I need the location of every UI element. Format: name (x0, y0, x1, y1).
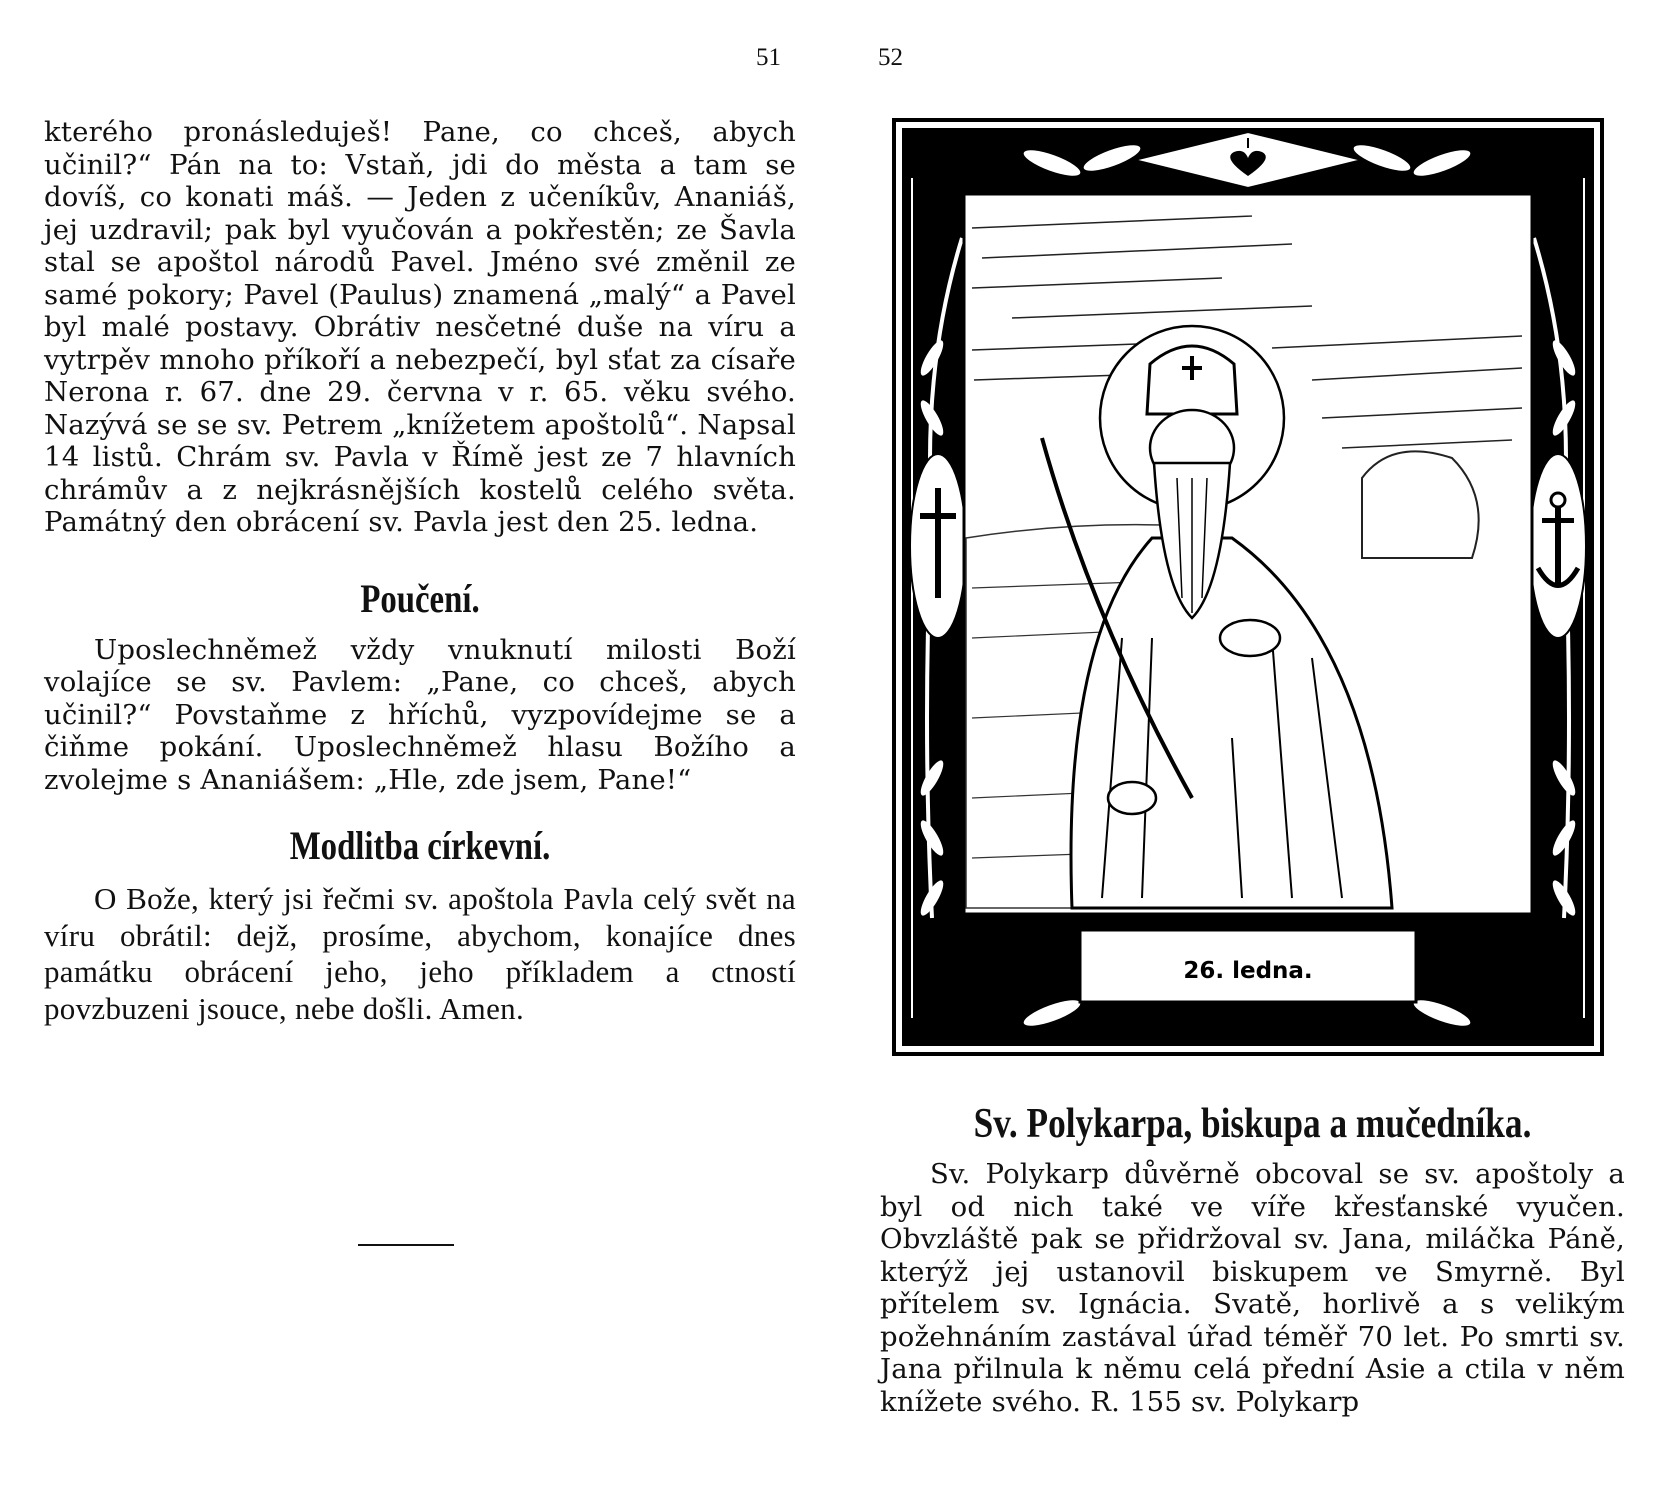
anchor-medallion (1530, 454, 1586, 638)
right-page (880, 1100, 1625, 1418)
right-page-number: 52 (878, 44, 903, 71)
plate-illustration (892, 118, 1604, 1056)
left-paragraph-3: O Bože, který jsi řečmi sv. apoštola Pavla celý svět na víru obrátil: dejž, prosíme, abychom, konajíce dnes památku obrácení jeho, jeho příkladem a ctností povzbuzeni jsouce, nebe došli. Amen. (44, 881, 796, 1026)
left-page-number: 51 (756, 44, 781, 71)
saint-polykarp-plate (892, 118, 1604, 1056)
right-paragraph: Sv. Polykarp důvěrně obcoval se sv. apoštoly a byl od nich také ve víře křesťanské vyučen. Obvzláště pak se přidržoval sv. Jana, miláčka Páně, kterýž jej ustanovil biskupem ve Smyrně. Byl přítelem sv. Ignácia. Svatě, horlivě a s velikým požehnáním zastával úřad téměř 70 let. Po smrti sv. Jana přilnula k němu celá přední Asie a ctila v něm knížete svého. R. 155 sv. Polykarp (880, 1158, 1625, 1418)
plate-caption: 26. ledna. (1183, 958, 1313, 984)
left-paragraph-2: Uposlechněmež vždy vnuknutí milosti Boží volajíce se sv. Pavlem: „Pane, co chceš, abych učinil?“ Povstaňme z hříchů, vyzpovídejme se a čiňme pokání. Uposlechněmež hlasu Božího a zvolejme s Ananiášem: „Hle, zde jsem, Pane!“ (44, 633, 796, 796)
end-rule (358, 1244, 454, 1246)
left-paragraph-1: kterého pronásleduješ! Pane, co chceš, abych učinil?“ Pán na to: Vstaň, jdi do města a tam se dovíš, co konati máš. — Jeden z učeníkův, Ananiáš, jej uzdravil; pak byl vyučován a pokřestěn; ze Šavla stal se apoštol národů Pavel. Jméno své změnil ze samé pokory; Pavel (Paulus) znamená „malý“ a Pavel byl malé postavy. Obrátiv nesčetné duše na víru a vytrpěv mnoho příkoří a nebezpečí, byl sťat za císaře Nerona r. 67. dne 29. června v r. 65. věku svého. Nazývá se se sv. Petrem „knížetem apoštolů“. Napsal 14 listů. Chrám sv. Pavla v Římě jest ze 7 hlavních chrámův a z nejkrásnějších kostelů celého světa. Památný den obrácení sv. Pavla jest den 25. ledna. (44, 116, 796, 538)
heading-polykarp: Sv. Polykarpa, biskupa a mučedníka. (973, 1101, 1532, 1147)
heading-modlitba: Modlitba církevní. (289, 823, 551, 868)
left-page (44, 116, 796, 1027)
cross-medallion (910, 454, 966, 638)
heading-pouceni: Poučení. (360, 575, 480, 621)
